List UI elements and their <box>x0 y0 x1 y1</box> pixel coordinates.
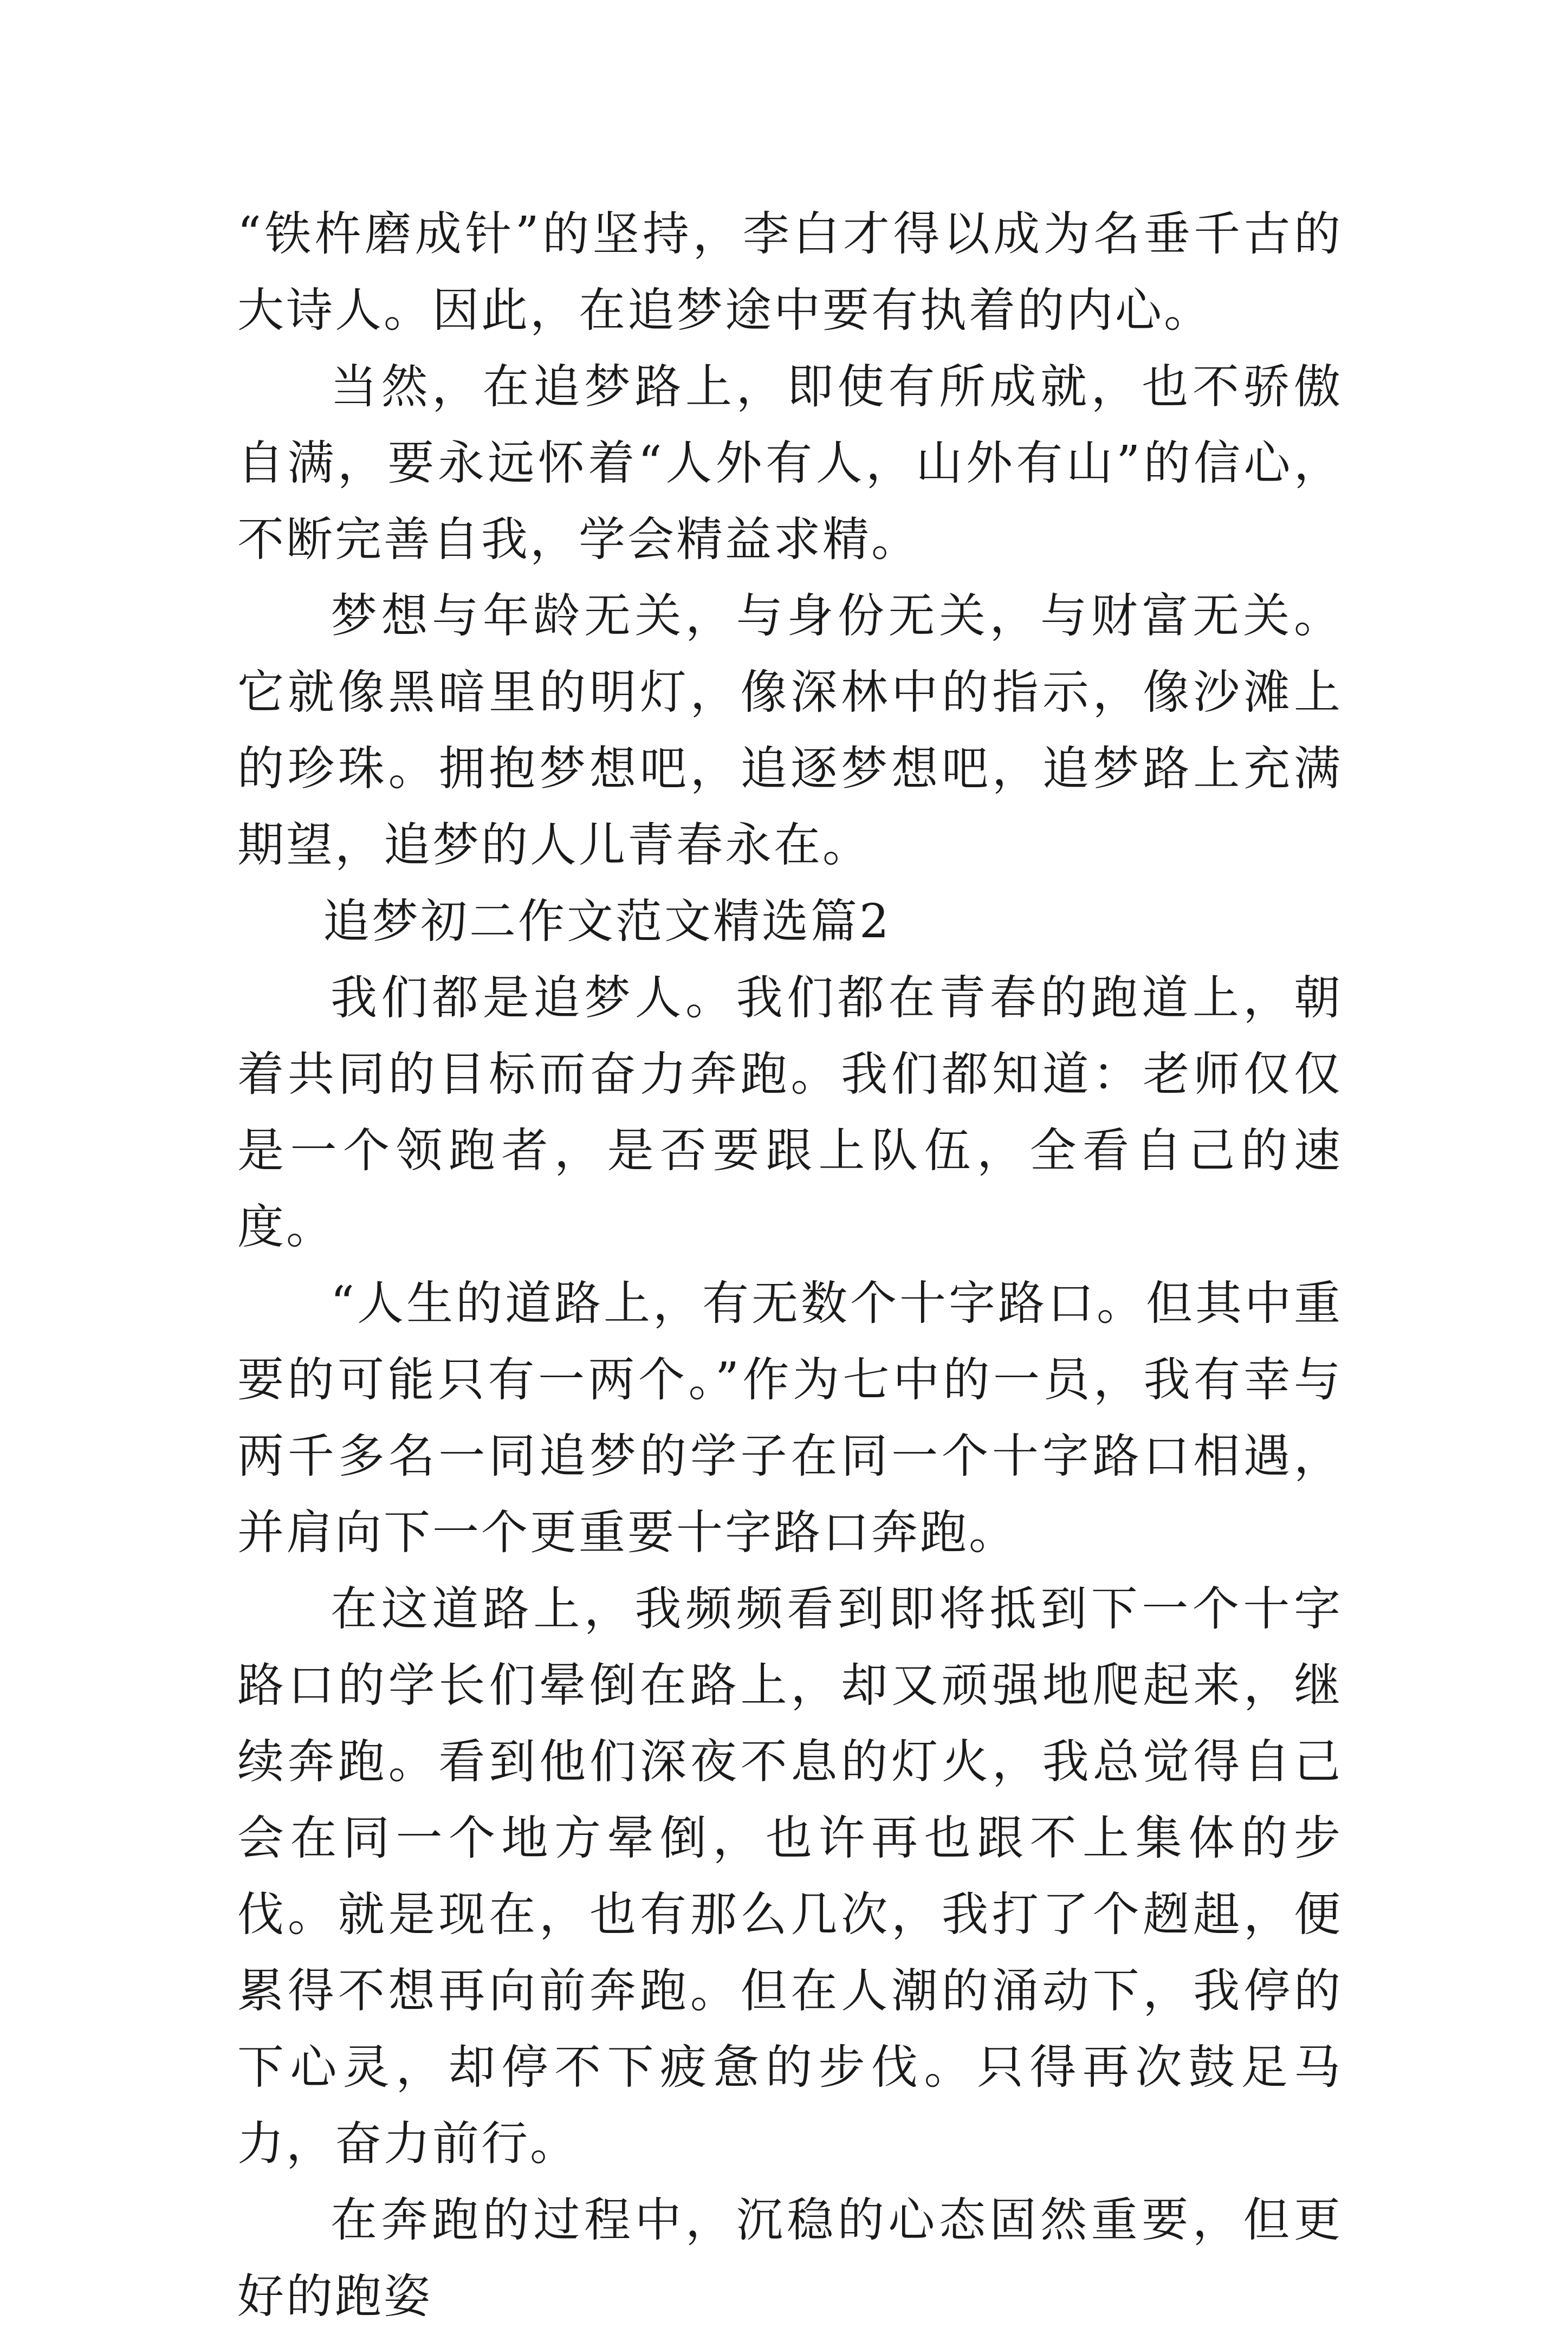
paragraph-5: “人生的道路上，有无数个十字路口。但其中重要的可能只有一两个。”作为七中的一员，我有幸与两千多名一同追梦的学子在同一个十字路口相遇，并肩向下一个更重要十字路口奔跑。 <box>237 1276 1343 1560</box>
section-heading: 追梦初二作文范文精选篇2 <box>323 894 891 949</box>
paragraph-1: “铁杵磨成针”的坚持，李白才得以成为名垂千古的大诗人。因此，在追梦途中要有执着的内心。 <box>237 207 1343 338</box>
paragraph-3: 梦想与年龄无关，与身份无关，与财富无关。它就像黑暗里的明灯，像深林中的指示，像沙滩上的珍珠。拥抱梦想吧，追逐梦想吧，追梦路上充满期望，追梦的人儿青春永在。 <box>237 589 1343 872</box>
paragraph-7: 在奔跑的过程中，沉稳的心态固然重要，但更好的跑姿 <box>237 2193 1343 2324</box>
paragraph-4: 我们都是追梦人。我们都在青春的跑道上，朝着共同的目标而奋力奔跑。我们都知道：老师仅仅是一个领跑者，是否要跟上队伍，全看自己的速度。 <box>237 971 1343 1254</box>
paragraph-2: 当然，在追梦路上，即使有所成就，也不骄傲自满，要永远怀着“人外有人，山外有山”的信心，不断完善自我，学会精益求精。 <box>237 360 1343 567</box>
document-body <box>237 196 1343 2335</box>
paragraph-6: 在这道路上，我频频看到即将抵到下一个十字路口的学长们晕倒在路上，却又顽强地爬起来，继续奔跑。看到他们深夜不息的灯火，我总觉得自己会在同一个地方晕倒，也许再也跟不上集体的步伐。就是现在，也有那么几次，我打了个趔趄，便累得不想再向前奔跑。但在人潮的涌动下，我停的下心灵，却停不下疲惫的步伐。只得再次鼓足马力，奋力前行。 <box>237 1582 1343 2171</box>
